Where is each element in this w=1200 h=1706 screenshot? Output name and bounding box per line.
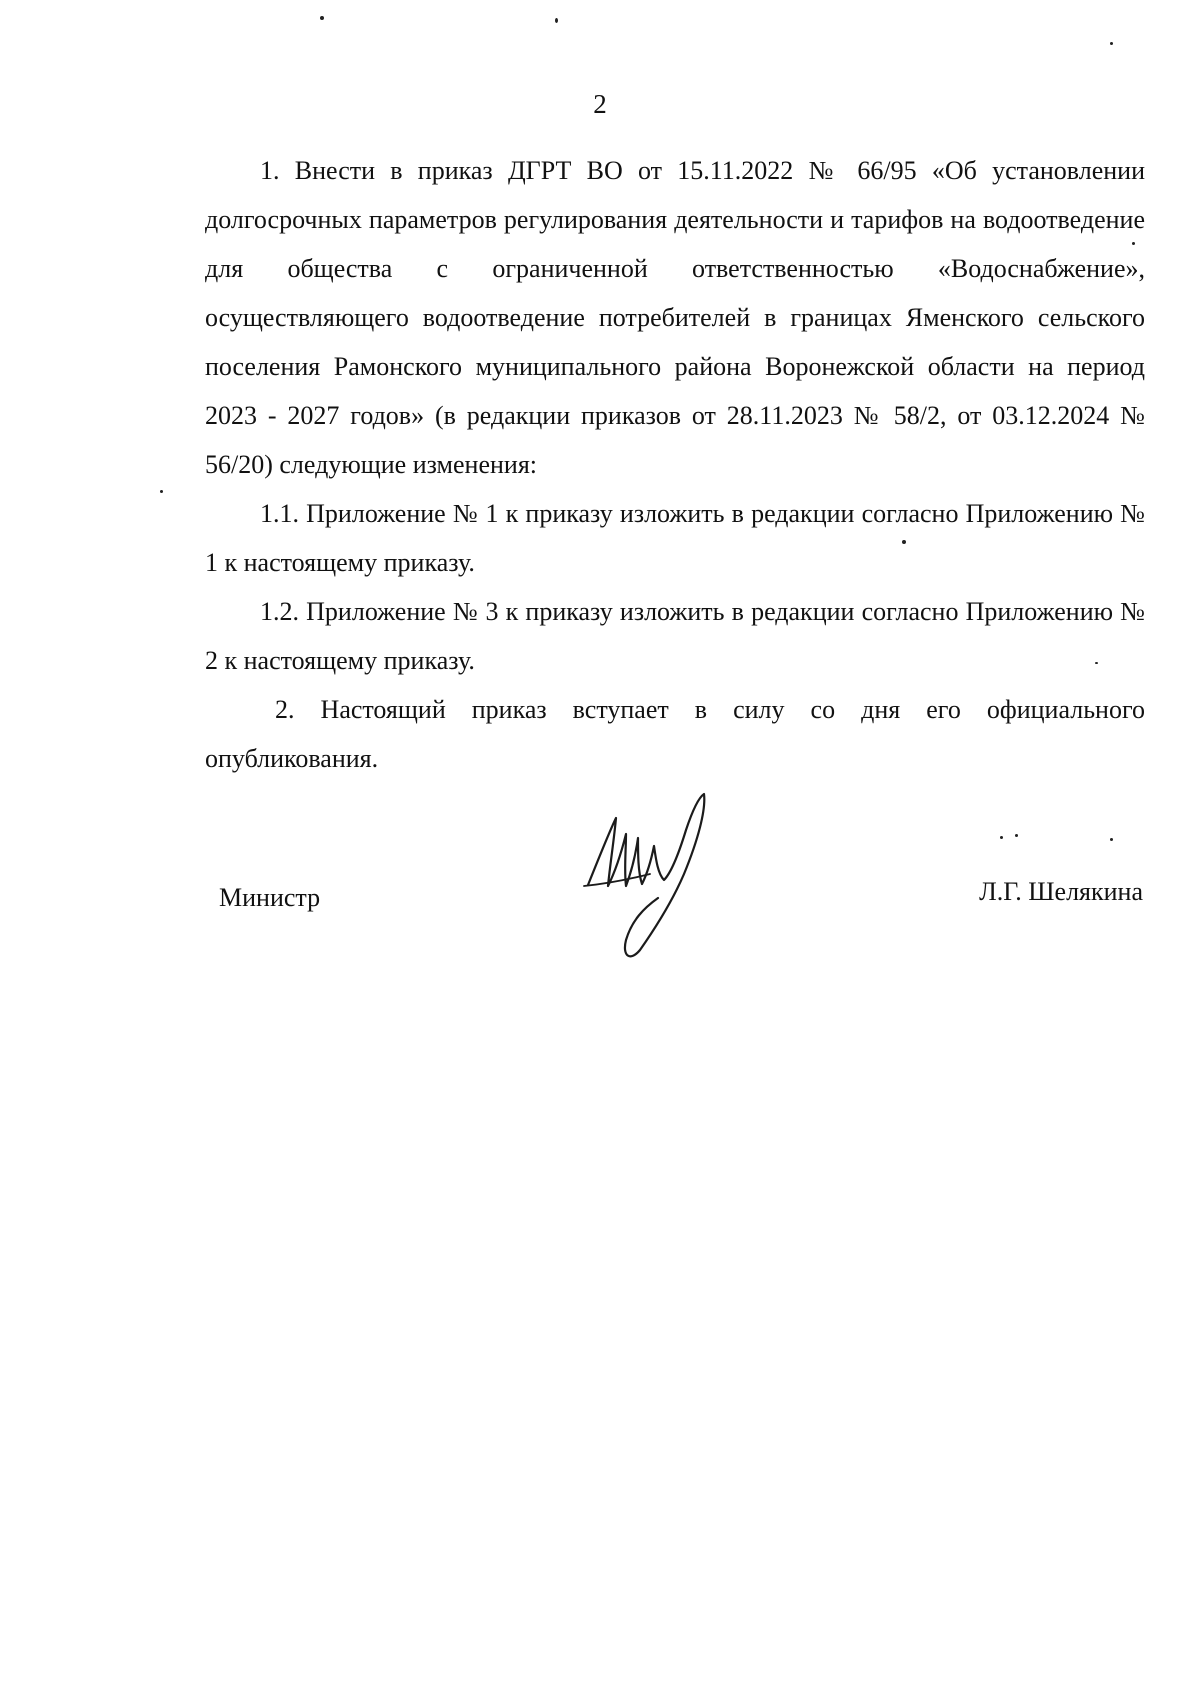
scan-speck xyxy=(902,540,906,544)
scan-speck xyxy=(320,16,324,20)
scan-speck xyxy=(1132,242,1135,245)
scan-speck xyxy=(1110,42,1113,45)
scan-speck xyxy=(1000,836,1003,839)
scan-speck xyxy=(1095,662,1098,664)
scan-speck xyxy=(1110,838,1113,841)
signatory-name: Л.Г. Шелякина xyxy=(979,877,1143,906)
page-number: 2 xyxy=(593,89,607,119)
paragraph-2: 2. Настоящий приказ вступает в силу со дня его официального опубликования. xyxy=(205,695,1145,773)
paragraph-1: 1. Внести в приказ ДГРТ ВО от 15.11.2022 № 66/95 «Об установлении долгосрочных параметров регулирования деятельности и тарифов на водоотведение для общества с ограниченной ответственностью «Водоснабжение», осуществляющего водоотведение потребителей в границах Яменского сельского поселения Рамонского муниципального района Воронежской области на период 2023 - 2027 годов» (в редакции приказов от 28.11.2023 № 58/2, от 03.12.2024 № 56/20) следующие изменения: xyxy=(205,156,1145,479)
signatory-position: Министр xyxy=(219,883,321,912)
document-body xyxy=(205,146,1145,783)
paragraph-1-2: 1.2. Приложение № 3 к приказу изложить в редакции согласно Приложению № 2 к настоящему приказу. xyxy=(205,597,1145,675)
scan-speck xyxy=(555,18,558,23)
paragraph-1-1: 1.1. Приложение № 1 к приказу изложить в редакции согласно Приложению № 1 к настоящему приказу. xyxy=(205,499,1145,577)
signature-block xyxy=(0,877,1200,920)
handwritten-signature xyxy=(580,790,730,960)
scan-speck xyxy=(160,490,163,493)
scan-speck xyxy=(1015,834,1018,837)
